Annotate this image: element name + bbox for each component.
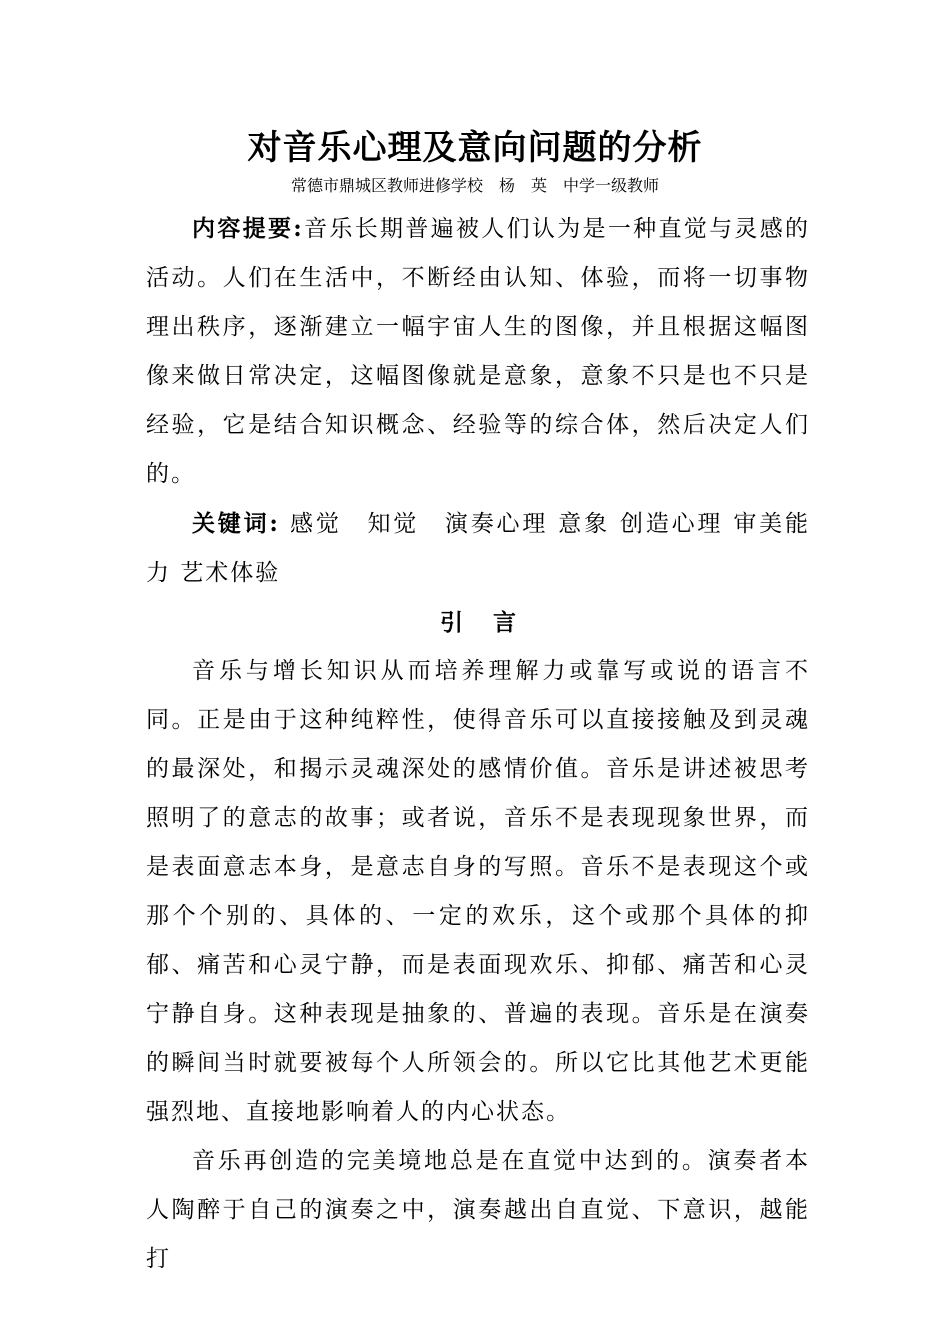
keywords-paragraph	[146, 499, 810, 598]
document-body	[146, 204, 810, 1284]
abstract-label: 内容提要:	[192, 215, 304, 242]
abstract-text: 音乐长期普遍被人们认为是一种直觉与灵感的活动。人们在生活中，不断经由认知、体验，而将一切事物理出秩序，逐渐建立一幅宇宙人生的图像，并且根据这幅图像来做日常决定，这幅图像就是意象，意象不只是也不只是经验，它是结合知识概念、经验等的综合体，然后决定人们的。	[146, 216, 810, 487]
body-paragraph-1: 音乐与增长知识从而培养理解力或靠写或说的语言不同。正是由于这种纯粹性，使得音乐可以直接接触及到灵魂的最深处，和揭示灵魂深处的感情价值。音乐是讲述被思考照明了的意志的故事；或者说，音乐不是表现现象世界，而是表面意志本身，是意志自身的写照。音乐不是表现这个或那个个别的、具体的、一定的欢乐，这个或那个具体的抑郁、痛苦和心灵宁静，而是表面现欢乐、抑郁、痛苦和心灵宁静自身。这种表现是抽象的、普遍的表现。音乐是在演奏的瞬间当时就要被每个人所领会的。所以它比其他艺术更能强烈地、直接地影响着人的内心状态。	[146, 658, 810, 1125]
section-heading: 引言	[440, 609, 546, 636]
body-paragraph-2: 音乐再创造的完美境地总是在直觉中达到的。演奏者本人陶醉于自己的演奏之中，演奏越出自直觉、下意识，越能打	[146, 1148, 810, 1272]
author-line: 常德市鼎城区教师进修学校 杨 英 中学一级教师	[290, 176, 659, 195]
keywords-label: 关键词:	[192, 510, 280, 537]
document-title: 对音乐心理及意向问题的分析	[247, 128, 703, 168]
keywords-text: 感觉 知觉 演奏心理 意象 创造心理 审美能力 艺术体验	[146, 511, 810, 586]
abstract-paragraph	[146, 204, 810, 499]
